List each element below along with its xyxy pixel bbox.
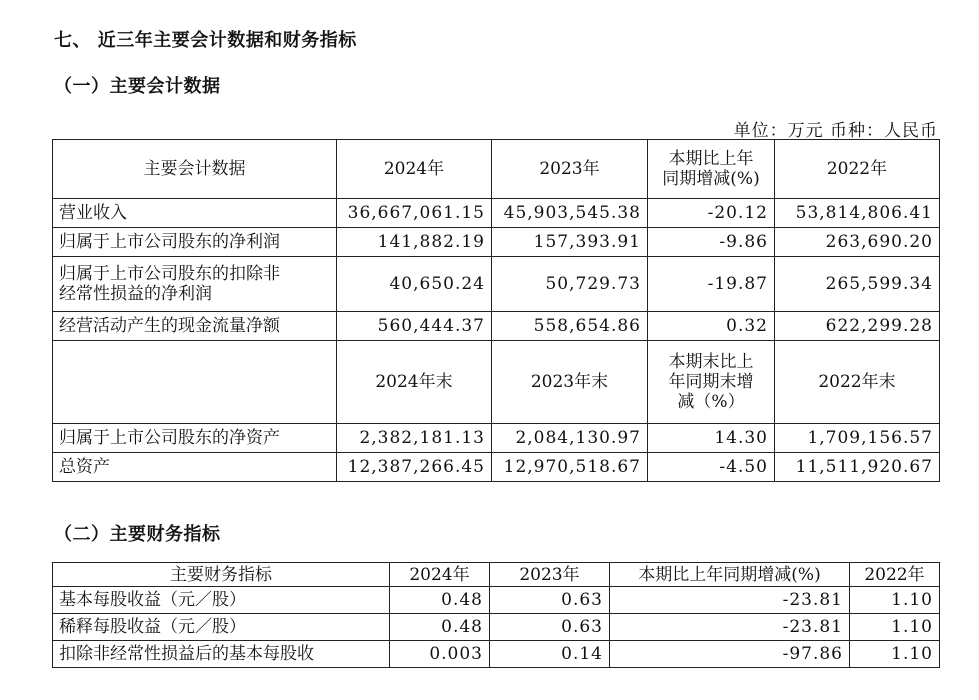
value-cell: 0.32 [648,312,775,341]
table-row [53,453,940,482]
header-cell [648,341,775,424]
table-header-row [53,563,940,587]
value-cell: 14.30 [648,424,775,453]
header-cell: 2022年末 [775,341,940,424]
row-label: 总资产 [53,453,337,482]
value-cell: 141,882.19 [337,228,492,257]
unit-note: 单位：万元 币种：人民币 [733,121,938,141]
header-cell: 2022年 [850,563,940,587]
row-label-line: 归属于上市公司股东的扣除非 [59,264,280,284]
value-cell: 12,970,518.67 [492,453,648,482]
value-cell: 0.003 [390,641,490,668]
value-cell: 0.14 [490,641,610,668]
header-cell: 主要财务指标 [53,563,390,587]
value-cell: 12,387,266.45 [337,453,492,482]
accounting-data-table [52,139,940,482]
value-cell: 0.63 [490,614,610,641]
table-row [53,587,940,614]
value-cell: 50,729.73 [492,257,648,312]
header-line: 减（%） [677,392,745,412]
value-cell: 36,667,061.15 [337,199,492,228]
header-cell: 2024年 [337,140,492,199]
row-label: 归属于上市公司股东的净利润 [53,228,337,257]
header-cell: 2022年 [775,140,940,199]
empty-cell [53,341,337,424]
value-cell: 11,511,920.67 [775,453,940,482]
table-row [53,424,940,453]
header-cell: 主要会计数据 [53,140,337,199]
subsection-title-financial-indicators: （二）主要财务指标 [54,524,221,545]
value-cell: 1.10 [850,641,940,668]
table-row [53,228,940,257]
value-cell: 157,393.91 [492,228,648,257]
value-cell: -23.81 [610,614,850,641]
value-cell: -4.50 [648,453,775,482]
value-cell: 265,599.34 [775,257,940,312]
value-cell: 558,654.86 [492,312,648,341]
value-cell: 45,903,545.38 [492,199,648,228]
row-label-line: 经常性损益的净利润 [59,284,212,304]
value-cell: 1,709,156.57 [775,424,940,453]
header-cell: 2024年 [390,563,490,587]
header-cell [648,140,775,199]
header-line: 年同期末增 [668,372,754,392]
value-cell: 622,299.28 [775,312,940,341]
table-row [53,312,940,341]
value-cell: 560,444.37 [337,312,492,341]
value-cell: 0.48 [390,587,490,614]
value-cell: 53,814,806.41 [775,199,940,228]
subsection-title-accounting-data: （一）主要会计数据 [54,76,221,97]
value-cell: -97.86 [610,641,850,668]
value-cell: -20.12 [648,199,775,228]
header-cell: 2023年末 [492,341,648,424]
header-line: 同期增减(%) [662,169,760,189]
value-cell: 1.10 [850,614,940,641]
value-cell: 2,382,181.13 [337,424,492,453]
value-cell: 40,650.24 [337,257,492,312]
value-cell: 263,690.20 [775,228,940,257]
table-header-row [53,341,940,424]
table-row [53,257,940,312]
value-cell: 1.10 [850,587,940,614]
header-cell: 2024年末 [337,341,492,424]
row-label: 基本每股收益（元／股） [53,587,390,614]
row-label: 营业收入 [53,199,337,228]
table-row [53,614,940,641]
header-cell: 2023年 [490,563,610,587]
row-label [53,257,337,312]
financial-indicators-table [52,562,940,668]
row-label: 经营活动产生的现金流量净额 [53,312,337,341]
row-label: 稀释每股收益（元／股） [53,614,390,641]
section-title: 七、 近三年主要会计数据和财务指标 [54,30,357,51]
table-row [53,641,940,668]
row-label: 归属于上市公司股东的净资产 [53,424,337,453]
header-line: 本期末比上 [668,352,754,372]
row-label: 扣除非经常性损益后的基本每股收 [53,641,390,668]
value-cell: -19.87 [648,257,775,312]
value-cell: 2,084,130.97 [492,424,648,453]
value-cell: 0.63 [490,587,610,614]
header-line: 本期比上年 [668,149,754,169]
header-cell: 2023年 [492,140,648,199]
table-row [53,199,940,228]
table-header-row [53,140,940,199]
header-cell: 本期比上年同期增减(%) [610,563,850,587]
value-cell: -23.81 [610,587,850,614]
value-cell: -9.86 [648,228,775,257]
value-cell: 0.48 [390,614,490,641]
